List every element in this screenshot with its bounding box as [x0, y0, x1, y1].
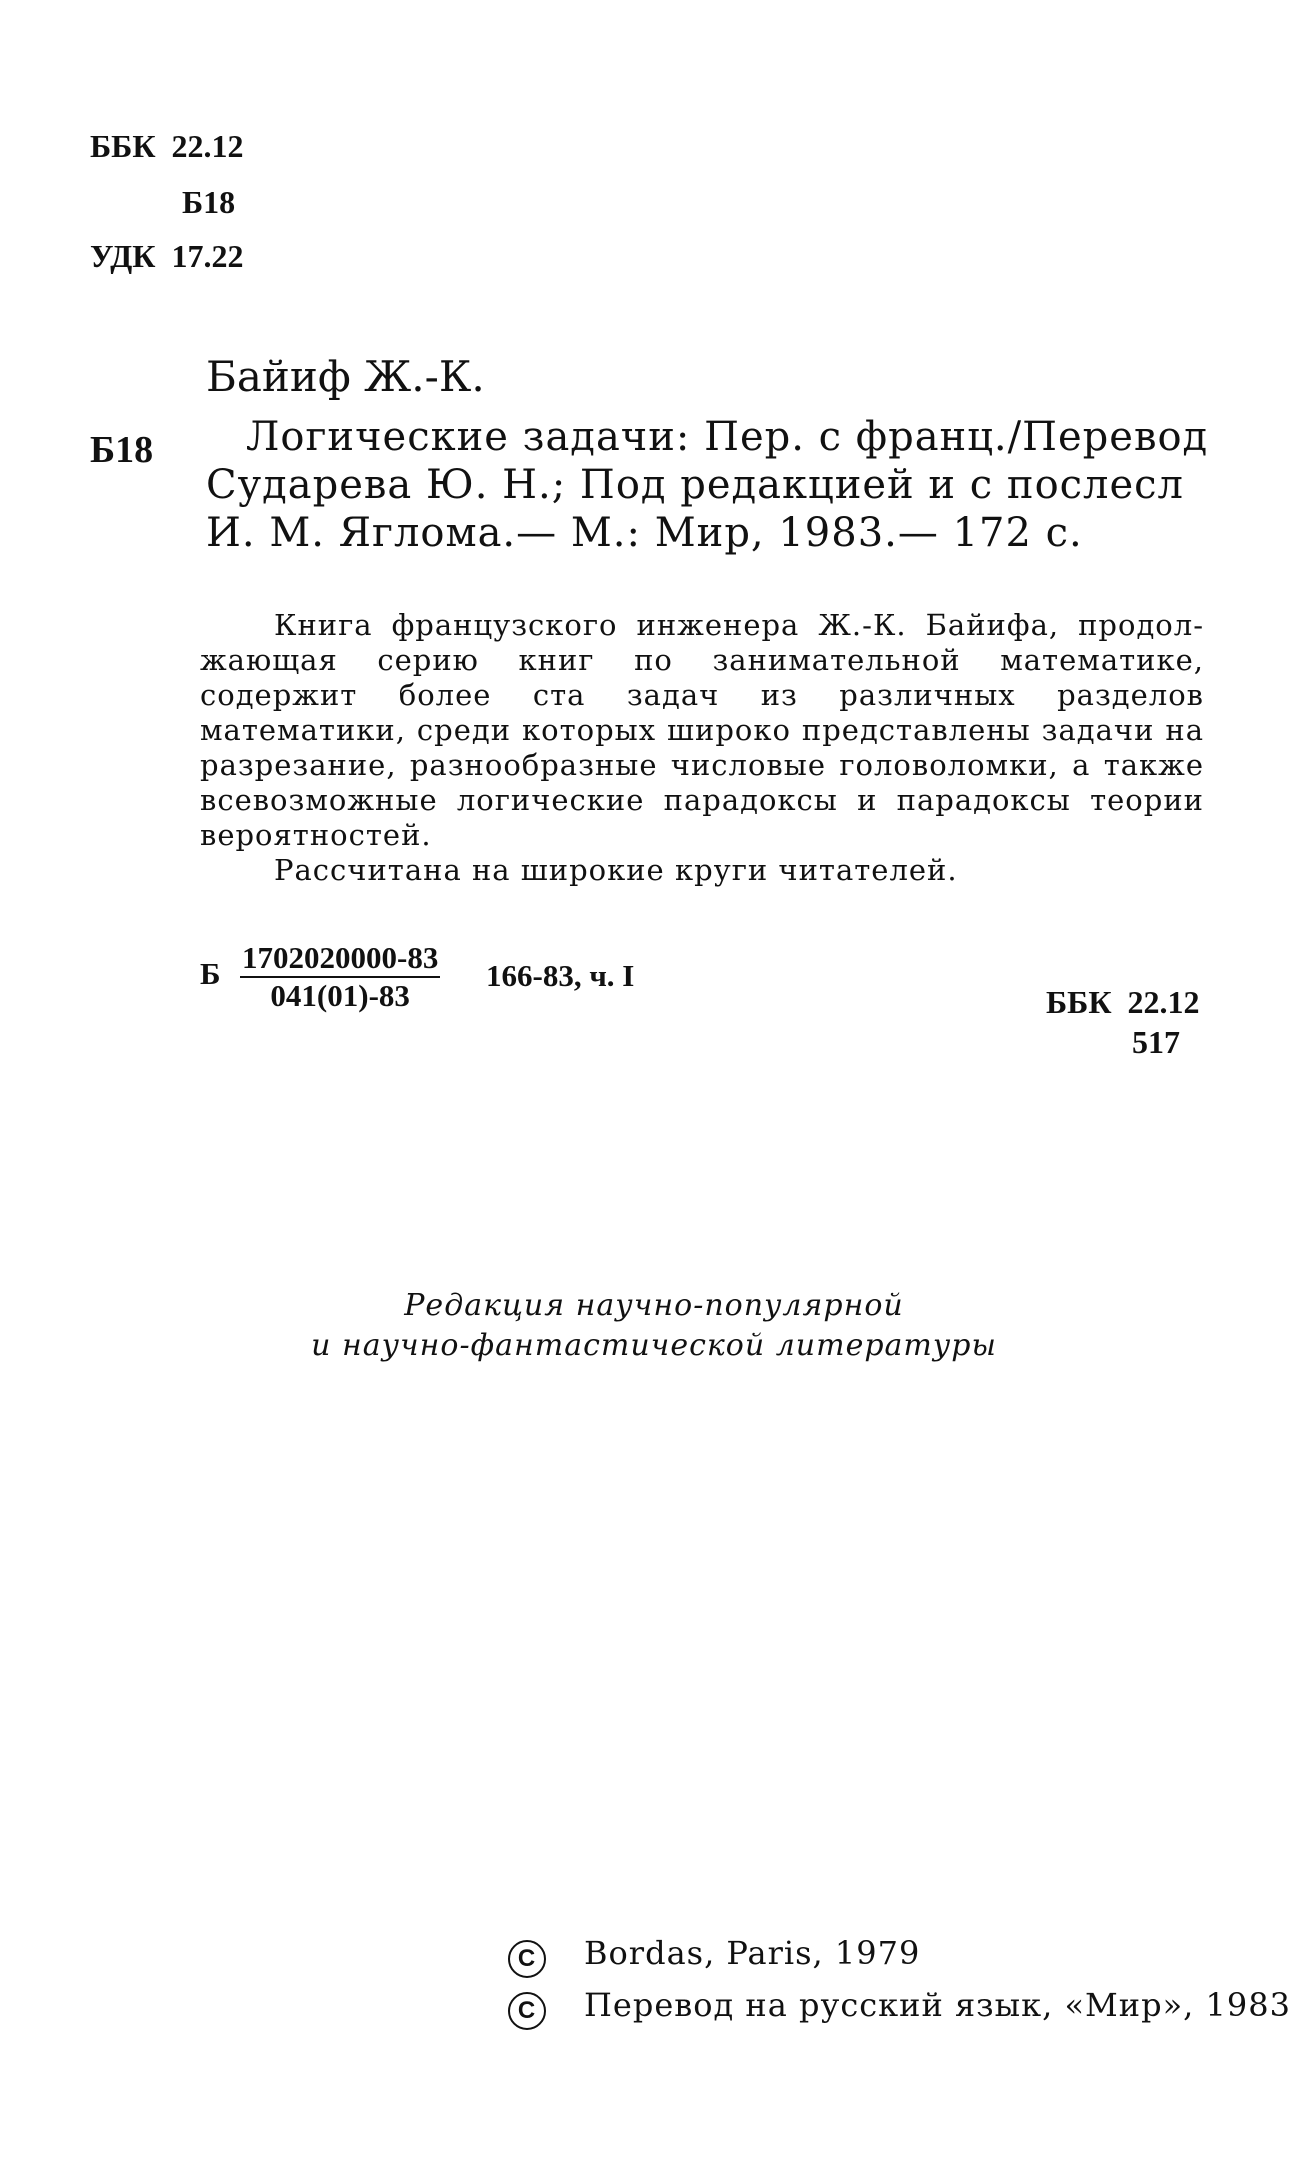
bottom-bbk-value: 22.12	[1127, 984, 1200, 1020]
book-author: Байиф Ж.-К.	[206, 352, 485, 401]
editorial-line-2: и научно-фантастической литературы	[311, 1328, 997, 1363]
copyright-translation-text: Перевод на русский язык, «Мир», 1983	[584, 1986, 1291, 2024]
bbk-value: 22.12	[171, 128, 244, 164]
annotation-audience: Рассчитана на широкие круги читателей.	[274, 853, 958, 887]
bib-line-3: И. М. Яглома.— М.: Мир, 1983.— 172 с.	[206, 510, 1083, 556]
copyright-translation	[508, 1986, 1291, 2030]
editorial-line-1: Редакция научно-популярной	[404, 1288, 904, 1323]
code-denominator: 041(01)-83	[270, 978, 410, 1013]
bbk-line	[90, 128, 244, 165]
code-fraction	[240, 942, 440, 1012]
copyright-original-text: Bordas, Paris, 1979	[584, 1934, 921, 1972]
bottom-bbk-label: ББК	[1046, 984, 1112, 1020]
editorial-note	[0, 1286, 1308, 1366]
bbk-label: ББК	[90, 128, 156, 164]
code-prefix: Б	[200, 956, 221, 991]
bib-line-1: Логические задачи: Пер. с франц./Перевод	[246, 414, 1209, 460]
bottom-bbk-line	[1046, 984, 1200, 1021]
bottom-bbk-code: 517	[1132, 1024, 1180, 1060]
udk-label: УДК	[90, 238, 156, 274]
code-suffix: 166-83, ч. I	[486, 958, 635, 993]
annotation	[200, 608, 1204, 888]
copyright-original	[508, 1934, 920, 1978]
bib-line-2: Сударева Ю. Н.; Под редакцией и с послесл	[206, 462, 1184, 508]
code-numerator: 1702020000-83	[240, 942, 440, 978]
copyright-icon: C	[508, 1940, 546, 1978]
udk-line	[90, 238, 243, 275]
udk-value: 17.22	[171, 238, 244, 274]
side-code: Б18	[90, 429, 154, 471]
copyright-icon: C	[508, 1992, 546, 2030]
annotation-description: Книга французского инженера Ж.-К. Байифа, продол-жающая серию книг по занимательной математике, содержит более ста задач из различных разделов математики, среди которых широко представлены задачи на разрезание, разнообразные числовые головоломки, а также всевозможные логические парадоксы и парадоксы теории вероятностей.	[200, 608, 1204, 852]
author-mark: Б18	[182, 184, 236, 220]
